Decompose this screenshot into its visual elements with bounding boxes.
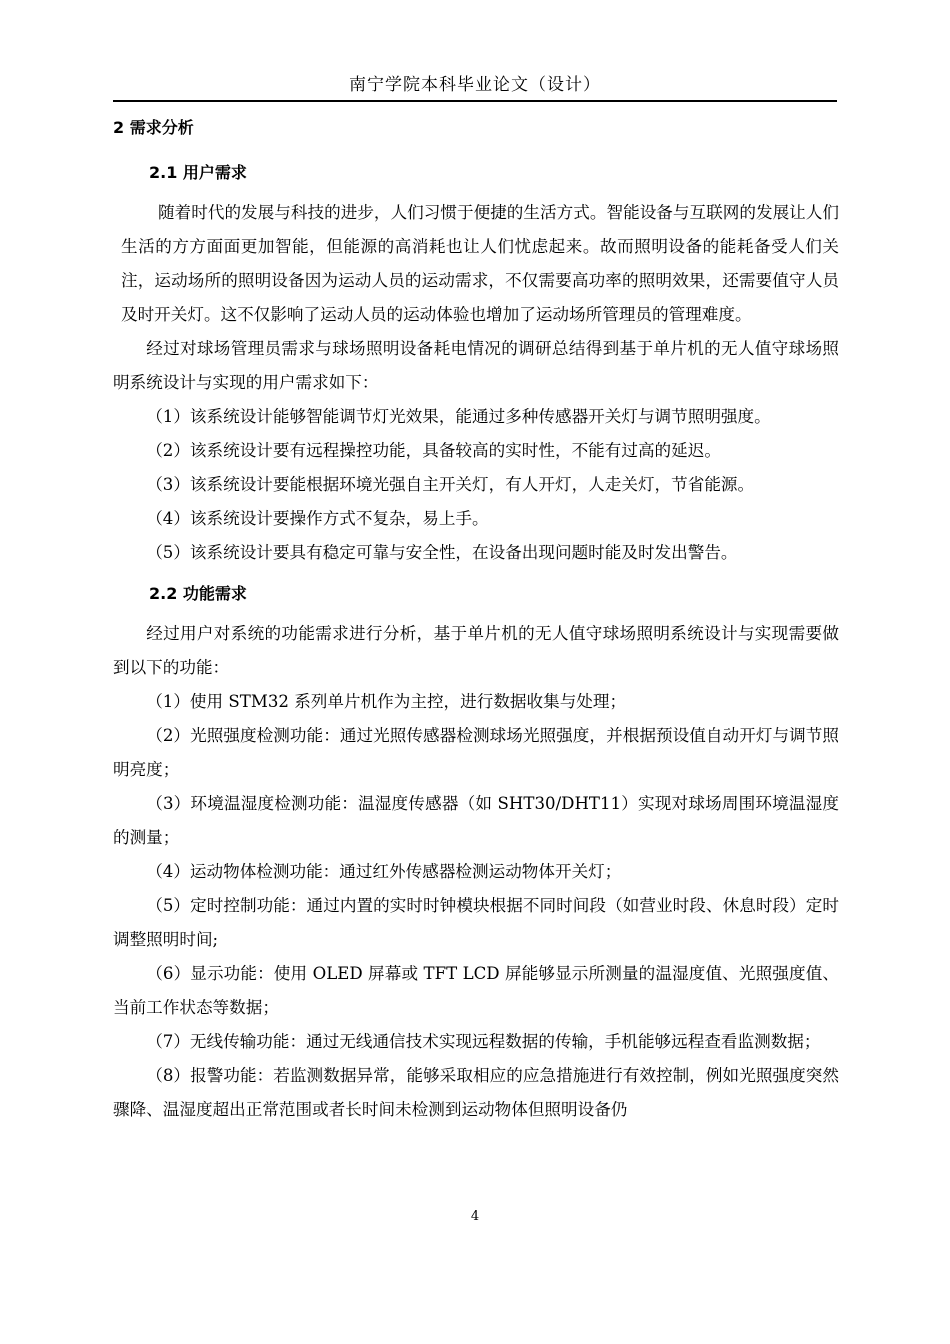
subsection-heading-user-requirements: 2.1 用户需求 [149,163,247,182]
list-item-function-1: （1）使用 STM32 系列单片机作为主控，进行数据收集与处理； [146,692,627,711]
paragraph-background: 随着时代的发展与科技的进步，人们习惯于便捷的生活方式。智能设备与互联网的发展让人们生活的方方面面更加智能，但能源的高消耗也让人们忧虑起来。故而照明设备的能耗备受人们关注，运动场所的照明设备因为运动人员的运动需求，不仅需要高功率的照明效果，还需要值守人员及时开关灯。这不仅影响了运动人员的运动体验也增加了运动场所管理员的管理难度。 [121,203,839,324]
list-item-function-5: （5）定时控制功能：通过内置的实时时钟模块根据不同时间段（如营业时段、休息时段）定时调整照明时间; [113,896,839,949]
list-item-user-req-4: （4）该系统设计要操作方式不复杂，易上手。 [146,509,489,528]
paragraph-function-intro: 经过用户对系统的功能需求进行分析，基于单片机的无人值守球场照明系统设计与实现需要做到以下的功能： [113,624,839,677]
header-rule [113,100,837,102]
list-item-function-8: （8）报警功能：若监测数据异常，能够采取相应的应急措施进行有效控制，例如光照强度突然骤降、温湿度超出正常范围或者长时间未检测到运动物体但照明设备仍 [113,1066,839,1119]
paragraph-survey-summary: 经过对球场管理员需求与球场照明设备耗电情况的调研总结得到基于单片机的无人值守球场照明系统设计与实现的用户需求如下： [113,339,839,392]
list-item-function-7: （7）无线传输功能：通过无线通信技术实现远程数据的传输，手机能够远程查看监测数据； [146,1032,821,1051]
body-content [113,115,839,1127]
list-item-user-req-3: （3）该系统设计要能根据环境光强自主开关灯，有人开灯，人走关灯，节省能源。 [146,475,755,494]
page-number: 4 [470,1209,480,1224]
list-item-user-req-2: （2）该系统设计要有远程操控功能，具备较高的实时性，不能有过高的延迟。 [146,441,721,460]
list-item-user-req-5: （5）该系统设计要具有稳定可靠与安全性，在设备出现问题时能及时发出警告。 [146,543,738,562]
list-item-function-2: （2）光照强度检测功能：通过光照传感器检测球场光照强度，并根据预设值自动开灯与调节照明亮度； [113,726,839,779]
list-item-function-4: （4）运动物体检测功能：通过红外传感器检测运动物体开关灯； [146,862,622,881]
section-heading: 2 需求分析 [113,118,194,137]
subsection-heading-functional-requirements: 2.2 功能需求 [149,584,247,603]
list-item-function-3: （3）环境温湿度检测功能：温湿度传感器（如 SHT30/DHT11）实现对球场周围环境温湿度的测量； [113,794,839,847]
list-item-function-6: （6）显示功能：使用 OLED 屏幕或 TFT LCD 屏能够显示所测量的温湿度值、光照强度值、当前工作状态等数据； [113,964,839,1017]
running-header: 南宁学院本科毕业论文（设计） [349,75,601,95]
list-item-user-req-1: （1）该系统设计能够智能调节灯光效果，能通过多种传感器开关灯与调节照明强度。 [146,407,771,426]
